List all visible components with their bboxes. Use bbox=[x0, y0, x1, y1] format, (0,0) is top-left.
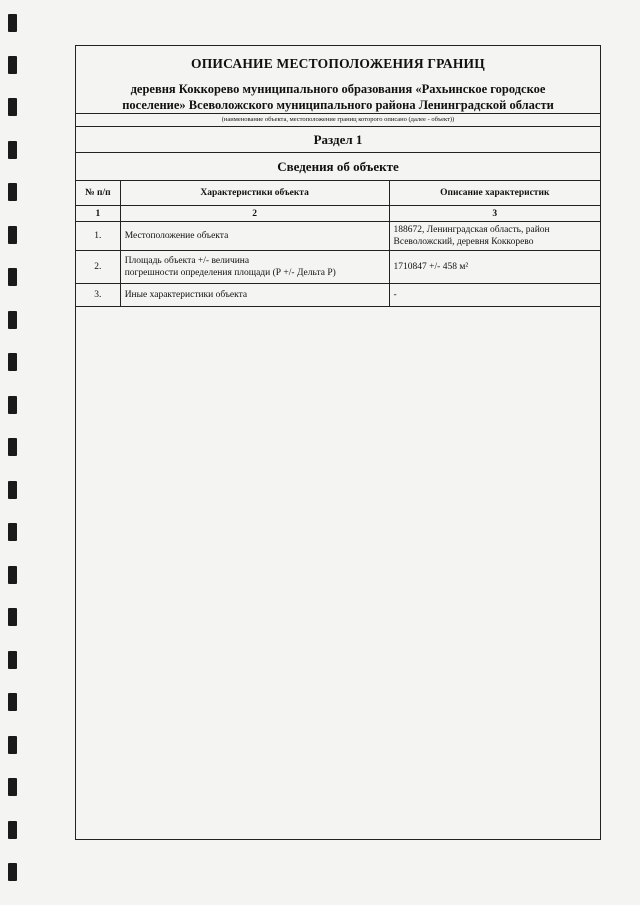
header-characteristic: Характеристики объекта bbox=[120, 181, 389, 206]
index-cell: 1 bbox=[76, 206, 121, 222]
row-number: 2. bbox=[76, 251, 121, 284]
table-row bbox=[76, 222, 601, 251]
binding-mark bbox=[8, 821, 17, 839]
characteristic-line: Площадь объекта +/- величина bbox=[124, 256, 250, 266]
title-block bbox=[76, 46, 600, 114]
binding-mark bbox=[8, 778, 17, 796]
section-title: Раздел 1 bbox=[76, 127, 600, 153]
object-table bbox=[75, 180, 601, 307]
row-description: 1710847 +/- 458 м² bbox=[389, 251, 600, 284]
binding-mark bbox=[8, 56, 17, 74]
characteristic-line: погрешности определения площади (Р +/- Дельта Р) bbox=[124, 268, 336, 278]
table-row bbox=[76, 251, 601, 284]
binding-mark bbox=[8, 268, 17, 286]
description-line: 188672, Ленинградская область, район bbox=[393, 225, 550, 235]
binding-mark bbox=[8, 651, 17, 669]
subtitle-line: деревня Коккорево муниципального образования «Рахьинское городское bbox=[130, 82, 546, 96]
subsection-title: Сведения об объекте bbox=[76, 153, 600, 181]
binding-mark bbox=[8, 311, 17, 329]
document-subtitle bbox=[76, 81, 600, 113]
index-cell: 3 bbox=[389, 206, 600, 222]
row-characteristic bbox=[120, 251, 389, 284]
binding-mark bbox=[8, 353, 17, 371]
table-header-row bbox=[76, 181, 601, 206]
header-description: Описание характеристик bbox=[389, 181, 600, 206]
row-number: 3. bbox=[76, 284, 121, 307]
row-characteristic: Иные характеристики объекта bbox=[120, 284, 389, 307]
binding-mark bbox=[8, 481, 17, 499]
binding-mark bbox=[8, 14, 17, 32]
document-title: ОПИСАНИЕ МЕСТОПОЛОЖЕНИЯ ГРАНИЦ bbox=[191, 56, 485, 71]
binding-mark bbox=[8, 438, 17, 456]
header-number: № п/п bbox=[76, 181, 121, 206]
binding-mark bbox=[8, 608, 17, 626]
binding-mark bbox=[8, 98, 17, 116]
table-row bbox=[76, 284, 601, 307]
index-cell: 2 bbox=[120, 206, 389, 222]
binding-mark bbox=[8, 863, 17, 881]
subtitle-line: поселение» Всеволожского муниципального района Ленинградской области bbox=[122, 98, 554, 112]
row-characteristic: Местоположение объекта bbox=[120, 222, 389, 251]
document-frame bbox=[75, 45, 601, 840]
binding-mark bbox=[8, 226, 17, 244]
binding-mark bbox=[8, 693, 17, 711]
binding-mark bbox=[8, 523, 17, 541]
row-description: - bbox=[389, 284, 600, 307]
row-description bbox=[389, 222, 600, 251]
binding-mark bbox=[8, 396, 17, 414]
description-line: Всеволожский, деревня Коккорево bbox=[393, 237, 534, 247]
binding-mark bbox=[8, 736, 17, 754]
binding-holes bbox=[8, 0, 20, 905]
table-index-row bbox=[76, 206, 601, 222]
row-number: 1. bbox=[76, 222, 121, 251]
binding-mark bbox=[8, 566, 17, 584]
binding-mark bbox=[8, 141, 17, 159]
object-note: (наименование объекта, местоположение границ которого описано (далее - объект)) bbox=[76, 114, 600, 127]
binding-mark bbox=[8, 183, 17, 201]
